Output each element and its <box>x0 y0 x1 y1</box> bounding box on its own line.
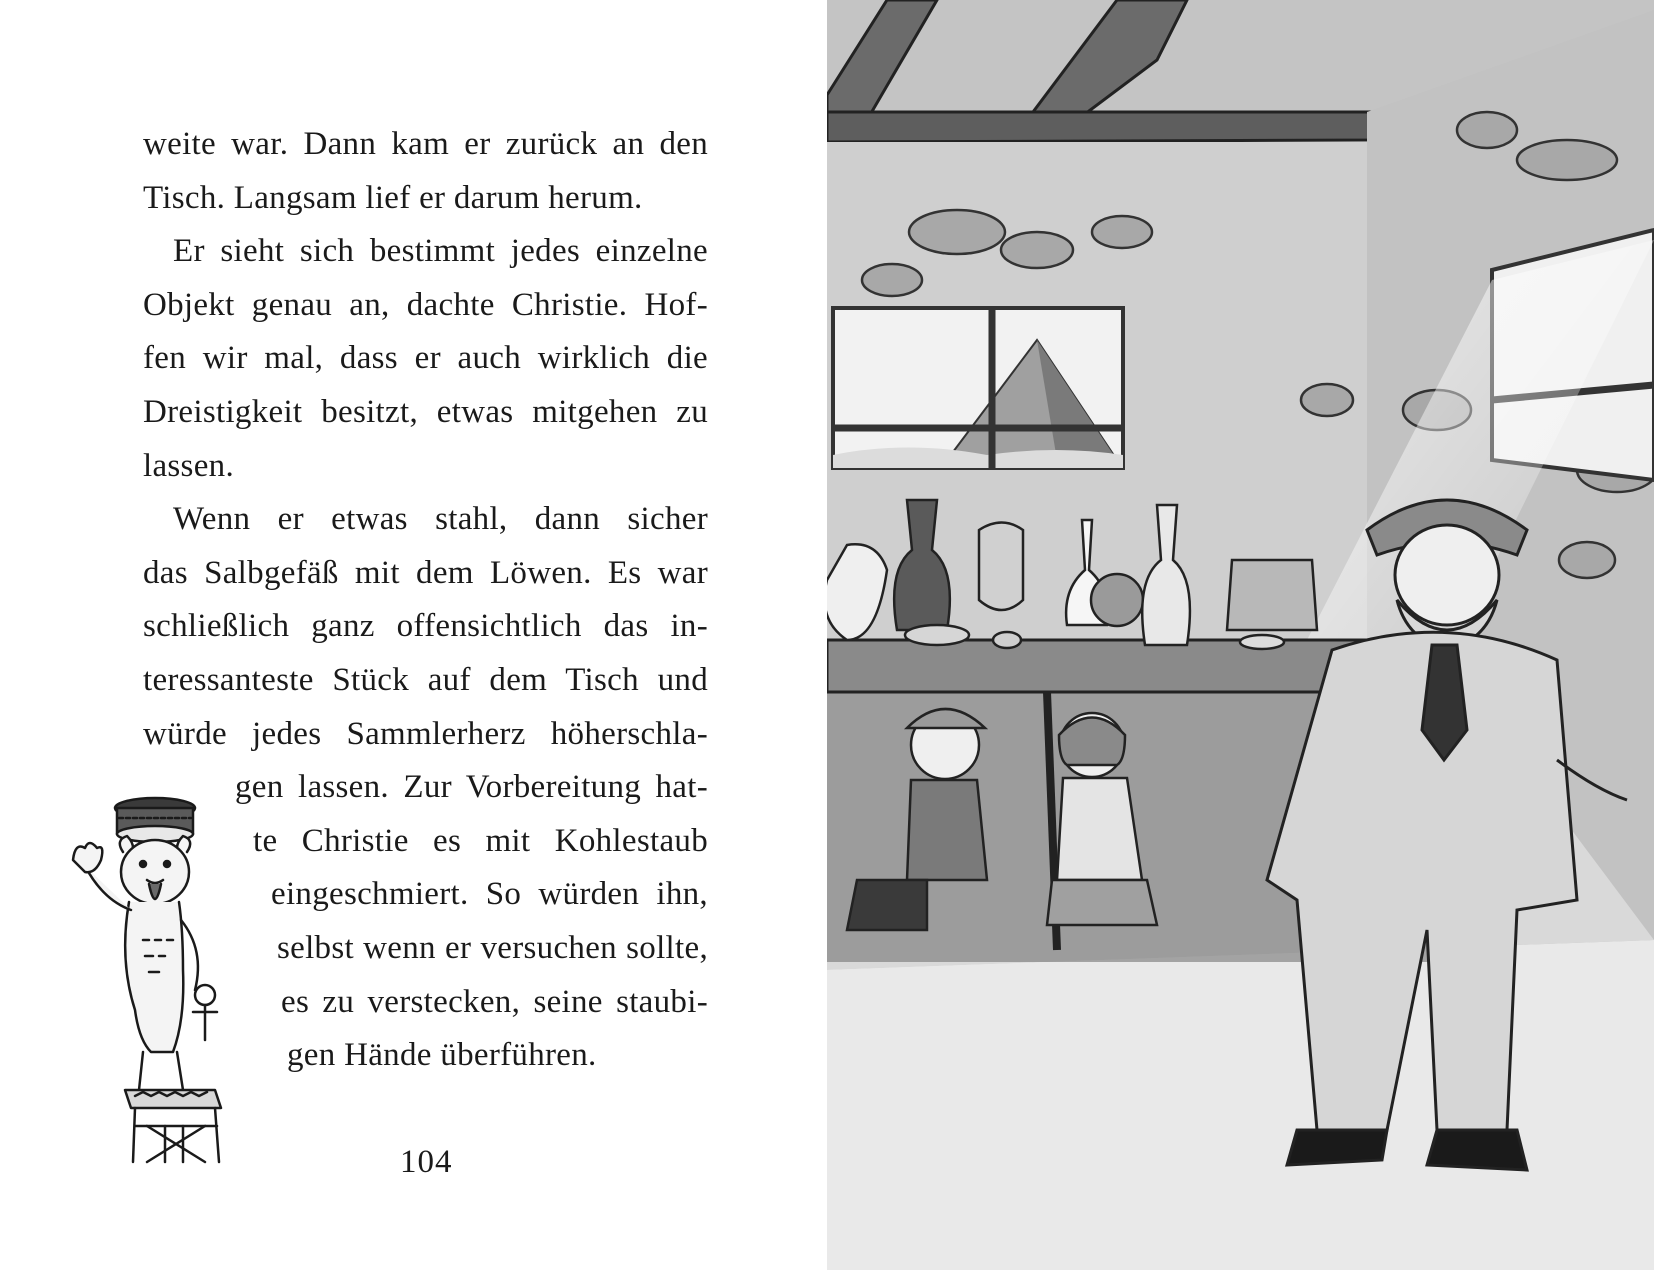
text-line: Tisch. Langsam lief er darum herum. <box>143 179 643 216</box>
text-line: Er sieht sich bestimmt jedes einzelne <box>173 233 708 270</box>
text-line: teressanteste Stück auf dem Tisch und <box>143 661 708 698</box>
lion-figurine-icon <box>55 790 255 1170</box>
text-line: schließlich ganz offensichtlich das in- <box>143 608 708 645</box>
text-line: gen Hände überführen. <box>287 1037 597 1074</box>
text-line: eingeschmiert. So würden ihn, <box>271 876 708 913</box>
text-line: te Christie es mit Kohlestaub <box>253 822 708 859</box>
text-line: es zu verstecken, seine staubi- <box>281 983 708 1020</box>
text-line: würde jedes Sammlerherz höherschla- <box>143 715 708 752</box>
text-line: weite war. Dann kam er zurück an den <box>143 126 708 162</box>
text-line: gen lassen. Zur Vorbereitung hat- <box>235 769 708 806</box>
text-line: selbst wenn er versuchen sollte, <box>277 929 708 966</box>
museum-scene-illustration <box>827 0 1654 1270</box>
text-line: Wenn er etwas stahl, dann sicher <box>173 501 708 538</box>
text-line: das Salbgefäß mit dem Löwen. Es war <box>143 554 708 591</box>
text-line: Dreistigkeit besitzt, etwas mitgehen zu <box>143 393 708 430</box>
right-page <box>827 0 1654 1270</box>
page-number: 104 <box>400 1144 453 1180</box>
text-line: lassen. <box>143 447 234 484</box>
text-line: fen wir mal, dass er auch wirklich die <box>143 340 708 377</box>
text-line: Objekt genau an, dachte Christie. Hof- <box>143 286 708 323</box>
